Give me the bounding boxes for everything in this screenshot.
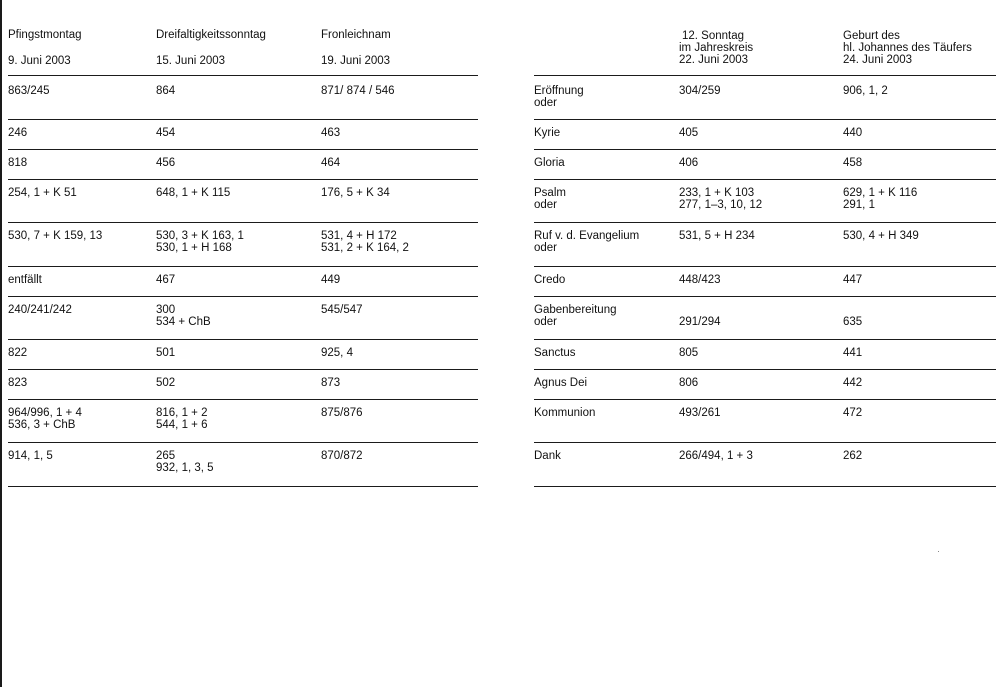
cell-12-sonntag [679,230,755,242]
table-rule [8,296,478,297]
cell-line: 442 [843,377,863,389]
cell-line: 964/996, 1 + 4 [8,407,82,419]
cell-line: Gloria [534,157,565,169]
cell-12-sonntag [679,187,762,211]
cell-line: 530, 7 + K 159, 13 [8,230,103,242]
cell-line: 254, 1 + K 51 [8,187,77,199]
cell-line: 463 [321,127,341,139]
right-table-header [534,0,996,76]
cell-line: 467 [156,274,176,286]
cell-line: 544, 1 + 6 [156,419,208,431]
cell-liturgy-part [534,377,587,389]
cell-line: oder [534,242,558,254]
cell-pfingstmontag [8,450,53,462]
table-rule [8,222,478,223]
left-table-header [8,0,478,76]
cell-line: 262 [843,450,863,462]
cell-line: 246 [8,127,28,139]
cell-line: 405 [679,127,699,139]
cell-line: 806 [679,377,699,389]
cell-fronleichnam [321,230,409,254]
header-12-sonntag [679,30,753,66]
header-name: Dreifaltigkeitssonntag [156,29,266,41]
cell-line: 906, 1, 2 [843,85,888,97]
table-rule [534,369,996,370]
cell-line: 493/261 [679,407,721,419]
header-date: 15. Juni 2003 [156,55,226,67]
table-rule [8,442,478,443]
table-rule [534,119,996,120]
table-rule [8,179,478,180]
cell-line: 925, 4 [321,347,353,359]
cell-line: Ruf v. d. Evangelium [534,230,640,242]
cell-line: 277, 1–3, 10, 12 [679,199,763,211]
cell-12-sonntag [679,304,721,328]
cell-12-sonntag [679,127,698,139]
cell-line: 816, 1 + 2 [156,407,208,419]
table-rule [8,75,478,76]
table-rule [534,149,996,150]
cell-pfingstmontag [8,347,27,359]
header-name: Fronleichnam [321,29,391,41]
cell-geburt-johannes [843,347,862,359]
cell-line: 818 [8,157,28,169]
cell-fronleichnam [321,377,340,389]
cell-line: 291/294 [679,316,721,328]
cell-geburt-johannes [843,85,888,97]
cell-line: 823 [8,377,28,389]
cell-12-sonntag [679,274,721,286]
cell-line: 531, 5 + H 234 [679,230,755,242]
header-date: 19. Juni 2003 [321,55,391,67]
table-rule [8,369,478,370]
table-rule [534,75,996,76]
cell-pfingstmontag [8,274,42,286]
cell-fronleichnam [321,347,353,359]
cell-liturgy-part [534,407,595,419]
cell-line: entfällt [8,274,42,286]
cell-line: oder [534,199,558,211]
cell-fronleichnam [321,407,363,419]
cell-line: 449 [321,274,341,286]
table-rule [534,266,996,267]
cell-liturgy-part [534,304,616,328]
cell-line: 233, 1 + K 103 [679,187,755,199]
cell-fronleichnam [321,127,340,139]
cell-line: 265 [156,450,176,462]
cell-line: 805 [679,347,699,359]
header-line: hl. Johannes des Täufers [843,42,972,54]
table-rule [534,339,996,340]
header-line: im Jahreskreis [679,42,754,54]
cell-line: Kommunion [534,407,596,419]
cell-liturgy-part [534,85,584,109]
cell-fronleichnam [321,187,390,199]
cell-dreifaltigkeitssonntag [156,304,211,328]
cell-line: 863/245 [8,85,50,97]
table-rule [534,296,996,297]
table-rule [534,222,996,223]
cell-geburt-johannes [843,377,862,389]
cell-line: oder [534,97,558,109]
cell-liturgy-part [534,347,576,359]
cell-liturgy-part [534,187,566,211]
cell-line: 266/494, 1 + 3 [679,450,753,462]
cell-line: 629, 1 + K 116 [843,187,918,199]
cell-line: 300 [156,304,176,316]
table-rule [8,149,478,150]
cell-12-sonntag [679,157,698,169]
header-date: 9. Juni 2003 [8,55,71,67]
header-line: 22. Juni 2003 [679,54,749,66]
cell-line: 536, 3 + ChB [8,419,76,431]
cell-line: 454 [156,127,176,139]
cell-line: 441 [843,347,863,359]
table-rule [8,486,478,487]
cell-line: 914, 1, 5 [8,450,53,462]
table-rule [8,266,478,267]
cell-line: 534 + ChB [156,316,211,328]
header-name: Pfingstmontag [8,29,82,41]
cell-dreifaltigkeitssonntag [156,377,175,389]
cell-line [679,304,721,316]
cell-line: 456 [156,157,176,169]
cell-pfingstmontag [8,85,50,97]
cell-fronleichnam [321,304,363,316]
cell-line: 932, 1, 3, 5 [156,462,214,474]
table-rule [8,119,478,120]
cell-fronleichnam [321,85,395,97]
cell-dreifaltigkeitssonntag [156,450,214,474]
cell-geburt-johannes [843,274,862,286]
cell-line: 501 [156,347,176,359]
cell-pfingstmontag [8,407,82,431]
cell-line: 822 [8,347,28,359]
cell-dreifaltigkeitssonntag [156,187,230,199]
cell-geburt-johannes [843,187,917,211]
cell-geburt-johannes [843,407,862,419]
cell-dreifaltigkeitssonntag [156,347,175,359]
table-rule [8,339,478,340]
cell-geburt-johannes [843,157,862,169]
cell-geburt-johannes [843,127,862,139]
cell-geburt-johannes [843,230,919,242]
cell-line: Eröffnung [534,85,584,97]
cell-line: Credo [534,274,566,286]
table-rule [534,399,996,400]
cell-pfingstmontag [8,187,77,199]
cell-line: 648, 1 + K 115 [156,187,231,199]
cell-12-sonntag [679,85,721,97]
cell-12-sonntag [679,347,698,359]
cell-line: Dank [534,450,561,462]
cell-dreifaltigkeitssonntag [156,230,244,254]
cell-dreifaltigkeitssonntag [156,127,175,139]
cell-line: 870/872 [321,450,363,462]
table-rule [534,442,996,443]
cell-line: 635 [843,316,863,328]
table-rule [8,399,478,400]
cell-line: Agnus Dei [534,377,588,389]
table-rule [534,486,996,487]
cell-liturgy-part [534,127,560,139]
cell-dreifaltigkeitssonntag [156,407,207,431]
header-geburt-johannes [843,30,972,66]
cell-line: 873 [321,377,341,389]
cell-liturgy-part [534,230,639,254]
cell-12-sonntag [679,407,721,419]
cell-line: oder [534,316,558,328]
cell-dreifaltigkeitssonntag [156,85,175,97]
cell-line: 530, 1 + H 168 [156,242,232,254]
cell-pfingstmontag [8,377,27,389]
cell-line: 458 [843,157,863,169]
cell-pfingstmontag [8,304,72,316]
cell-12-sonntag [679,377,698,389]
cell-line: 530, 3 + K 163, 1 [156,230,244,242]
cell-line: 447 [843,274,863,286]
cell-line: 448/423 [679,274,721,286]
cell-line: Kyrie [534,127,561,139]
cell-pfingstmontag [8,230,102,242]
cell-line: 531, 4 + H 172 [321,230,397,242]
cell-line: 176, 5 + K 34 [321,187,390,199]
cell-line: 291, 1 [843,199,875,211]
header-line: 12. Sonntag [682,30,745,42]
cell-line: Gabenbereitung [534,304,617,316]
cell-line: 871/ 874 / 546 [321,85,395,97]
cell-line: 530, 4 + H 349 [843,230,919,242]
cell-geburt-johannes [843,450,862,462]
cell-geburt-johannes [843,304,862,328]
cell-line: 545/547 [321,304,363,316]
cell-line: 440 [843,127,863,139]
cell-line: Sanctus [534,347,576,359]
scan-speck [938,551,939,552]
header-line: 24. Juni 2003 [843,54,913,66]
header-fronleichnam [321,29,391,67]
page-edge-line [0,0,2,687]
table-rule [534,179,996,180]
cell-line: 464 [321,157,341,169]
cell-dreifaltigkeitssonntag [156,157,175,169]
cell-dreifaltigkeitssonntag [156,274,175,286]
cell-fronleichnam [321,157,340,169]
header-line: Geburt des [843,30,900,42]
cell-liturgy-part [534,274,565,286]
cell-line [843,304,862,316]
cell-liturgy-part [534,157,565,169]
cell-fronleichnam [321,450,363,462]
cell-fronleichnam [321,274,340,286]
cell-line: 240/241/242 [8,304,72,316]
cell-pfingstmontag [8,127,27,139]
header-dreifaltigkeitssonntag [156,29,266,67]
cell-line: 304/259 [679,85,721,97]
cell-line: 531, 2 + K 164, 2 [321,242,409,254]
cell-line: 472 [843,407,863,419]
header-pfingstmontag [8,29,82,67]
cell-pfingstmontag [8,157,27,169]
cell-line: 406 [679,157,699,169]
cell-line: 502 [156,377,176,389]
cell-line: 875/876 [321,407,363,419]
cell-liturgy-part [534,450,561,462]
cell-12-sonntag [679,450,753,462]
cell-line: Psalm [534,187,566,199]
cell-line: 864 [156,85,176,97]
